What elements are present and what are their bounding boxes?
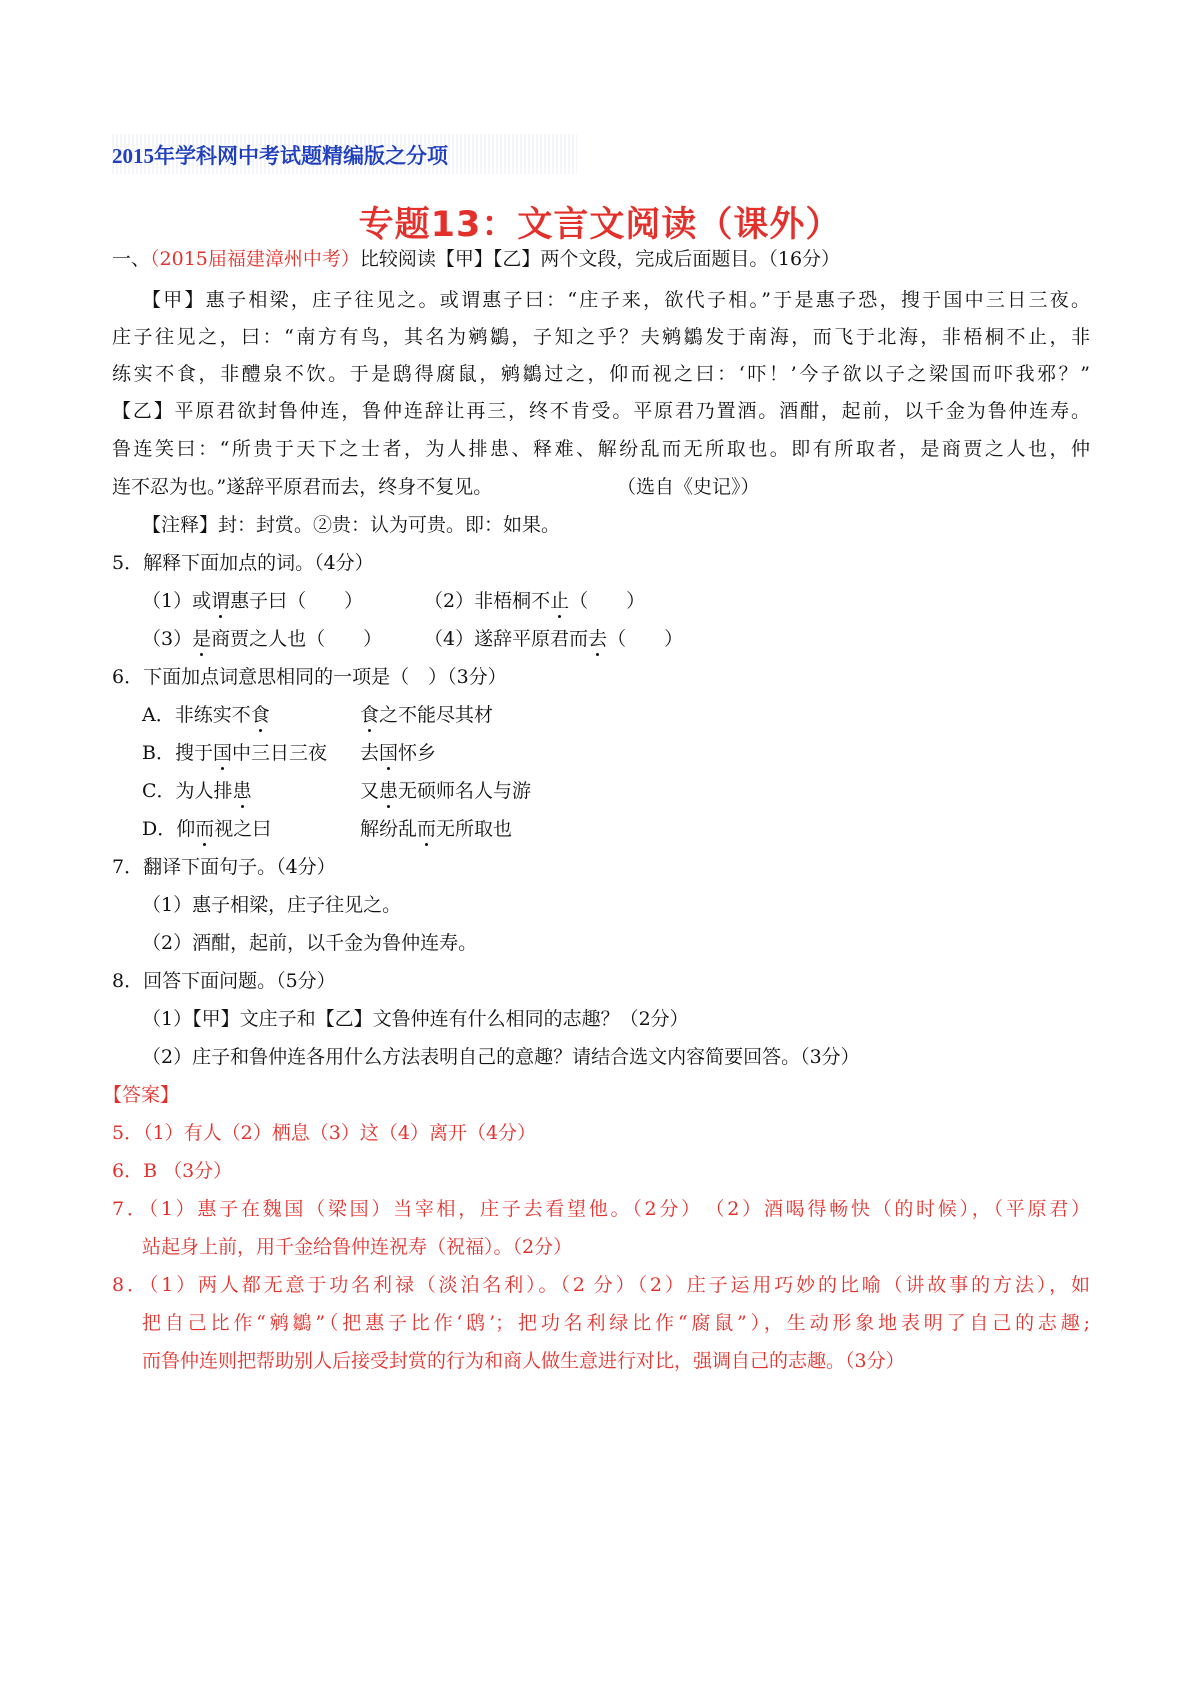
passage-source: （选自《史记》） [617, 476, 760, 498]
q5-item-1: （1）或谓惠子曰（ ） [142, 590, 364, 612]
q6-option-a-right: 食之不能尽其材 [360, 704, 494, 726]
question-instruction: 比较阅读【甲】【乙】两个文段，完成后面题目。（16分） [359, 248, 841, 270]
question-source: （2015届福建漳州中考） [150, 248, 360, 270]
q5-item-3: （3）是商贾之人也（ ） [142, 628, 383, 650]
q7-item-1: （1）惠子相梁，庄子往见之。 [142, 894, 402, 916]
q6-stem: 6．下面加点词意思相同的一项是（ ）（3分） [112, 666, 507, 688]
series-title: 2015年学科网中考试题精编版之分项 [112, 144, 448, 168]
answer-heading: 【答案】 [103, 1084, 180, 1106]
topic-title: 专题13：文言文阅读（课外） [358, 205, 842, 245]
answer-7-line-2: 站起身上前，用千金给鲁仲连祝寿（祝福）。（2分） [142, 1236, 573, 1258]
answer-8-line-1: 8．（1）两人都无意于功名利禄（淡泊名利）。（2 分）（2）庄子运用巧妙的比喻（讲故事的方法），如 [112, 1274, 1090, 1296]
answer-7-line-1: 7．（1）惠子在魏国（梁国）当宰相，庄子去看望他。（2分） （2）酒喝得畅快（的时候），（平原君） [112, 1198, 1090, 1220]
passage-jia-line-2: 庄子往见之，曰：“南方有鸟，其名为鹓鶵，子知之乎？夫鹓鶵发于南海，而飞于北海，非梧桐不止，非 [112, 326, 1090, 348]
q5-item-2: （2）非梧桐不止（ ） [424, 590, 646, 612]
passage-note: 【注释】封：封赏。②贵：认为可贵。即：如果。 [142, 514, 561, 536]
question-header [112, 249, 840, 269]
q8-item-2: （2）庄子和鲁仲连各用什么方法表明自己的意趣？请结合选文内容简要回答。（3分） [142, 1046, 860, 1068]
q5-item-4: （4）遂辞平原君而去（ ） [424, 628, 684, 650]
q7-stem: 7．翻译下面句子。（4分） [112, 856, 336, 878]
q6-option-d: D．仰而视之曰 [142, 818, 272, 840]
answer-6: 6．B （3分） [112, 1160, 233, 1182]
passage-yi-line-3: 连不忍为也。”遂辞平原君而去，终身不复见。 [112, 476, 493, 498]
passage-jia-line-3: 练实不食，非醴泉不饮。于是鸱得腐鼠，鹓鶵过之，仰而视之曰：‘吓！’今子欲以子之梁国而吓我邪？” [112, 363, 1090, 385]
q8-item-1: （1）【甲】文庄子和【乙】文鲁仲连有什么相同的志趣？（2分） [142, 1008, 689, 1030]
answer-8-line-2: 把自己比作“鹓鶵”（把惠子比作‘鸱’；把功名利绿比作“腐鼠”），生动形象地表明了自己的志趣; [142, 1312, 1090, 1334]
q6-option-c-right: 又患无硕师名人与游 [360, 780, 532, 802]
answer-8-line-3: 而鲁仲连则把帮助别人后接受封赏的行为和商人做生意进行对比，强调自己的志趣。（3分） [142, 1350, 905, 1372]
q6-option-a: A．非练实不食 [142, 704, 270, 726]
q6-option-d-right: 解纷乱而无所取也 [360, 818, 513, 840]
passage-jia-line-1: 【甲】惠子相梁，庄子往见之。或谓惠子曰：“庄子来，欲代子相。”于是惠子恐，搜于国中三日三夜。 [142, 289, 1090, 311]
q5-stem: 5．解释下面加点的词。（4分） [112, 552, 374, 574]
passage-yi-line-1: 【乙】平原君欲封鲁仲连，鲁仲连辞让再三，终不肯受。平原君乃置酒。酒酣，起前，以千金为鲁仲连寿。 [112, 400, 1090, 422]
question-prefix: 一、 [112, 248, 151, 270]
q7-item-2: （2）酒酣，起前，以千金为鲁仲连寿。 [142, 932, 478, 954]
passage-yi-line-2: 鲁连笑曰：“所贵于天下之士者，为人排患、释难、解纷乱而无所取也。即有所取者，是商贾之人也，仲 [112, 438, 1090, 460]
q6-option-b-right: 去国怀乡 [360, 742, 437, 764]
q6-option-b: B．搜于国中三日三夜 [142, 742, 328, 764]
q8-stem: 8．回答下面问题。（5分） [112, 970, 336, 992]
answer-5: 5．（1）有人（2）栖息（3）这（4）离开（4分） [112, 1122, 537, 1144]
q6-option-c: C．为人排患 [142, 780, 252, 802]
